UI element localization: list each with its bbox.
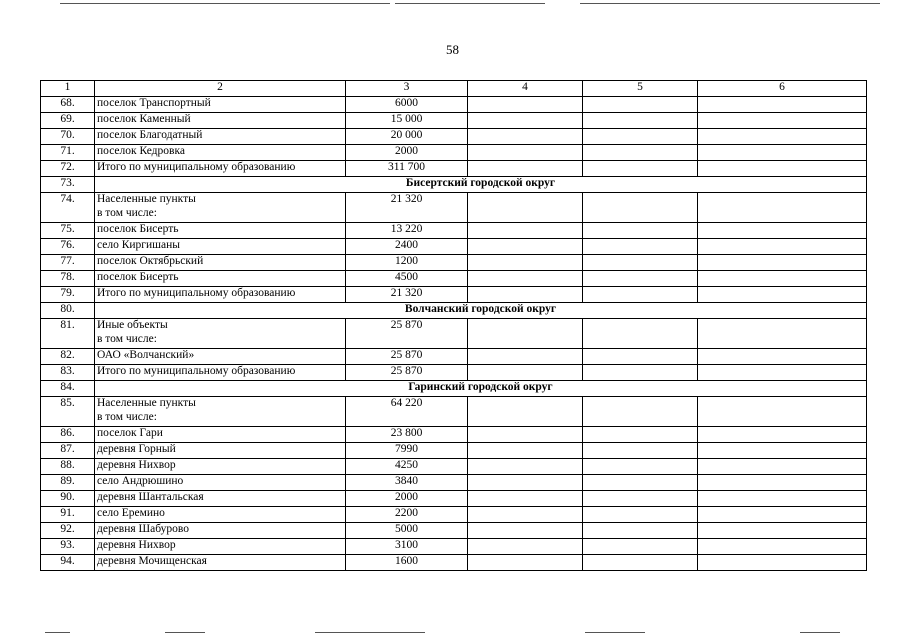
empty-cell-4 xyxy=(468,507,583,523)
row-number-cell: 84. xyxy=(41,381,95,397)
row-number-cell: 81. xyxy=(41,319,95,349)
name-cell: поселок Бисерть xyxy=(95,271,346,287)
data-table xyxy=(40,80,867,571)
empty-cell-5 xyxy=(583,427,698,443)
name-cell: деревня Нихвор xyxy=(95,539,346,555)
value-cell: 21 320 xyxy=(346,287,468,303)
value-cell: 311 700 xyxy=(346,161,468,177)
row-number-cell: 77. xyxy=(41,255,95,271)
value-cell: 15 000 xyxy=(346,113,468,129)
empty-cell-6 xyxy=(698,365,867,381)
empty-cell-6 xyxy=(698,443,867,459)
row-number-cell: 75. xyxy=(41,223,95,239)
section-title-cell: Бисертский городской округ xyxy=(95,177,867,193)
value-cell: 7990 xyxy=(346,443,468,459)
empty-cell-4 xyxy=(468,475,583,491)
section-row xyxy=(41,381,867,397)
name-cell: поселок Благодатный xyxy=(95,129,346,145)
table-row xyxy=(41,365,867,381)
row-number-cell: 92. xyxy=(41,523,95,539)
name-cell: поселок Каменный xyxy=(95,113,346,129)
table-row xyxy=(41,193,867,223)
name-cell: село Андрюшино xyxy=(95,475,346,491)
value-cell: 2000 xyxy=(346,491,468,507)
empty-cell-4 xyxy=(468,397,583,427)
bottom-edge-rule-2 xyxy=(165,632,205,633)
empty-cell-6 xyxy=(698,539,867,555)
empty-cell-5 xyxy=(583,193,698,223)
group-subtitle: в том числе: xyxy=(97,206,157,219)
value-cell: 25 870 xyxy=(346,365,468,381)
empty-cell-6 xyxy=(698,129,867,145)
empty-cell-6 xyxy=(698,507,867,523)
value-cell: 4500 xyxy=(346,271,468,287)
empty-cell-5 xyxy=(583,255,698,271)
header-cell-4: 4 xyxy=(468,81,583,97)
value-cell: 64 220 xyxy=(346,397,468,427)
empty-cell-4 xyxy=(468,523,583,539)
empty-cell-6 xyxy=(698,459,867,475)
empty-cell-6 xyxy=(698,475,867,491)
empty-cell-6 xyxy=(698,491,867,507)
empty-cell-5 xyxy=(583,129,698,145)
empty-cell-4 xyxy=(468,113,583,129)
empty-cell-6 xyxy=(698,193,867,223)
empty-cell-5 xyxy=(583,161,698,177)
empty-cell-5 xyxy=(583,223,698,239)
row-number-cell: 69. xyxy=(41,113,95,129)
empty-cell-5 xyxy=(583,507,698,523)
section-row xyxy=(41,303,867,319)
empty-cell-4 xyxy=(468,349,583,365)
top-edge-rule xyxy=(60,3,390,4)
value-cell: 25 870 xyxy=(346,349,468,365)
row-number-cell: 74. xyxy=(41,193,95,223)
value-cell: 6000 xyxy=(346,97,468,113)
empty-cell-5 xyxy=(583,287,698,303)
table-row xyxy=(41,443,867,459)
empty-cell-4 xyxy=(468,287,583,303)
name-cell: село Киргишаны xyxy=(95,239,346,255)
bottom-edge-rule-5 xyxy=(800,632,840,633)
top-edge-rule-3 xyxy=(580,3,880,4)
name-cell: деревня Шантальская xyxy=(95,491,346,507)
bottom-edge-rule-3 xyxy=(315,632,425,633)
name-cell: ОАО «Волчанский» xyxy=(95,349,346,365)
table-row xyxy=(41,255,867,271)
table-row xyxy=(41,555,867,571)
bottom-edge-rule-4 xyxy=(585,632,645,633)
row-number-cell: 80. xyxy=(41,303,95,319)
name-cell: деревня Мочищенская xyxy=(95,555,346,571)
row-number-cell: 76. xyxy=(41,239,95,255)
value-cell: 23 800 xyxy=(346,427,468,443)
table-row xyxy=(41,427,867,443)
name-cell: деревня Горный xyxy=(95,443,346,459)
row-number-cell: 78. xyxy=(41,271,95,287)
group-name: Населенные пункты xyxy=(97,397,196,409)
table-row xyxy=(41,459,867,475)
empty-cell-4 xyxy=(468,193,583,223)
table-row xyxy=(41,507,867,523)
table-row xyxy=(41,475,867,491)
page-number: 58 xyxy=(446,42,459,57)
empty-cell-5 xyxy=(583,271,698,287)
name-cell: Итого по муниципальному образованию xyxy=(95,161,346,177)
header-cell-2: 2 xyxy=(95,81,346,97)
table-row xyxy=(41,287,867,303)
empty-cell-4 xyxy=(468,365,583,381)
empty-cell-6 xyxy=(698,223,867,239)
header-row xyxy=(41,81,867,97)
row-number-cell: 79. xyxy=(41,287,95,303)
empty-cell-5 xyxy=(583,555,698,571)
empty-cell-4 xyxy=(468,427,583,443)
value-cell: 5000 xyxy=(346,523,468,539)
table-row xyxy=(41,523,867,539)
empty-cell-6 xyxy=(698,97,867,113)
section-row xyxy=(41,177,867,193)
group-name: Иные объекты xyxy=(97,319,168,331)
group-name: Населенные пункты xyxy=(97,193,196,205)
value-cell: 2000 xyxy=(346,145,468,161)
row-number-cell: 93. xyxy=(41,539,95,555)
row-number-cell: 91. xyxy=(41,507,95,523)
name-cell: поселок Транспортный xyxy=(95,97,346,113)
row-number-cell: 71. xyxy=(41,145,95,161)
table-row xyxy=(41,271,867,287)
empty-cell-6 xyxy=(698,239,867,255)
empty-cell-4 xyxy=(468,271,583,287)
value-cell: 21 320 xyxy=(346,193,468,223)
empty-cell-4 xyxy=(468,459,583,475)
name-cell xyxy=(95,193,346,223)
group-subtitle: в том числе: xyxy=(97,332,157,345)
row-number-cell: 72. xyxy=(41,161,95,177)
row-number-cell: 73. xyxy=(41,177,95,193)
table-row xyxy=(41,491,867,507)
empty-cell-6 xyxy=(698,113,867,129)
table-row xyxy=(41,161,867,177)
empty-cell-6 xyxy=(698,161,867,177)
row-number-cell: 68. xyxy=(41,97,95,113)
empty-cell-4 xyxy=(468,145,583,161)
group-subtitle: в том числе: xyxy=(97,410,157,423)
empty-cell-5 xyxy=(583,239,698,255)
empty-cell-5 xyxy=(583,145,698,161)
header-cell-5: 5 xyxy=(583,81,698,97)
value-cell: 2200 xyxy=(346,507,468,523)
value-cell: 25 870 xyxy=(346,319,468,349)
name-cell: поселок Кедровка xyxy=(95,145,346,161)
empty-cell-4 xyxy=(468,239,583,255)
section-title-cell: Гаринский городской округ xyxy=(95,381,867,397)
name-cell xyxy=(95,397,346,427)
empty-cell-6 xyxy=(698,349,867,365)
header-cell-6: 6 xyxy=(698,81,867,97)
section-title-cell: Волчанский городской округ xyxy=(95,303,867,319)
empty-cell-5 xyxy=(583,113,698,129)
empty-cell-4 xyxy=(468,443,583,459)
name-cell xyxy=(95,319,346,349)
empty-cell-4 xyxy=(468,319,583,349)
empty-cell-6 xyxy=(698,427,867,443)
table-row xyxy=(41,539,867,555)
table-row xyxy=(41,319,867,349)
name-cell: поселок Октябрьский xyxy=(95,255,346,271)
value-cell: 1200 xyxy=(346,255,468,271)
empty-cell-4 xyxy=(468,161,583,177)
table-row xyxy=(41,129,867,145)
empty-cell-5 xyxy=(583,319,698,349)
value-cell: 4250 xyxy=(346,459,468,475)
empty-cell-5 xyxy=(583,365,698,381)
name-cell: поселок Гари xyxy=(95,427,346,443)
empty-cell-4 xyxy=(468,97,583,113)
empty-cell-5 xyxy=(583,443,698,459)
empty-cell-6 xyxy=(698,287,867,303)
value-cell: 3840 xyxy=(346,475,468,491)
row-number-cell: 86. xyxy=(41,427,95,443)
header-cell-3: 3 xyxy=(346,81,468,97)
top-edge-rule-2 xyxy=(395,3,545,4)
row-number-cell: 85. xyxy=(41,397,95,427)
value-cell: 3100 xyxy=(346,539,468,555)
row-number-cell: 87. xyxy=(41,443,95,459)
empty-cell-4 xyxy=(468,223,583,239)
name-cell: деревня Шабурово xyxy=(95,523,346,539)
table-row xyxy=(41,349,867,365)
name-cell: Итого по муниципальному образованию xyxy=(95,287,346,303)
table-row xyxy=(41,239,867,255)
empty-cell-6 xyxy=(698,523,867,539)
row-number-cell: 70. xyxy=(41,129,95,145)
value-cell: 1600 xyxy=(346,555,468,571)
empty-cell-4 xyxy=(468,555,583,571)
table-row xyxy=(41,397,867,427)
table-row xyxy=(41,223,867,239)
empty-cell-4 xyxy=(468,539,583,555)
empty-cell-6 xyxy=(698,397,867,427)
empty-cell-5 xyxy=(583,523,698,539)
value-cell: 13 220 xyxy=(346,223,468,239)
value-cell: 20 000 xyxy=(346,129,468,145)
table-row xyxy=(41,97,867,113)
empty-cell-4 xyxy=(468,491,583,507)
name-cell: деревня Нихвор xyxy=(95,459,346,475)
empty-cell-5 xyxy=(583,539,698,555)
empty-cell-4 xyxy=(468,129,583,145)
row-number-cell: 94. xyxy=(41,555,95,571)
empty-cell-6 xyxy=(698,145,867,161)
empty-cell-6 xyxy=(698,271,867,287)
row-number-cell: 83. xyxy=(41,365,95,381)
empty-cell-5 xyxy=(583,349,698,365)
name-cell: село Еремино xyxy=(95,507,346,523)
row-number-cell: 82. xyxy=(41,349,95,365)
row-number-cell: 89. xyxy=(41,475,95,491)
header-cell-1: 1 xyxy=(41,81,95,97)
bottom-edge-rule xyxy=(45,632,70,633)
empty-cell-5 xyxy=(583,475,698,491)
empty-cell-5 xyxy=(583,97,698,113)
empty-cell-4 xyxy=(468,255,583,271)
table-row xyxy=(41,145,867,161)
table-body xyxy=(41,81,867,571)
empty-cell-6 xyxy=(698,255,867,271)
name-cell: поселок Бисерть xyxy=(95,223,346,239)
value-cell: 2400 xyxy=(346,239,468,255)
empty-cell-5 xyxy=(583,491,698,507)
name-cell: Итого по муниципальному образованию xyxy=(95,365,346,381)
empty-cell-6 xyxy=(698,319,867,349)
row-number-cell: 90. xyxy=(41,491,95,507)
empty-cell-6 xyxy=(698,555,867,571)
row-number-cell: 88. xyxy=(41,459,95,475)
table-row xyxy=(41,113,867,129)
empty-cell-5 xyxy=(583,397,698,427)
empty-cell-5 xyxy=(583,459,698,475)
